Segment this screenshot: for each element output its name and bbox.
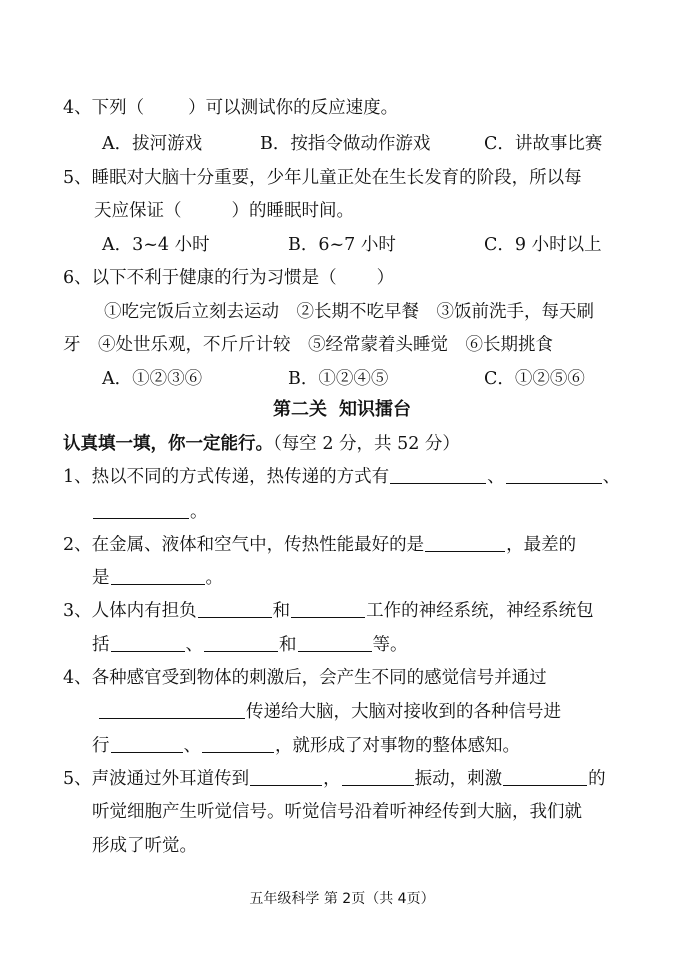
fill-4-blank-2[interactable] [111, 734, 183, 753]
fill-2-end: 。 [205, 568, 223, 588]
fill-1-line1 [63, 465, 620, 489]
q6-stem [63, 266, 394, 290]
fill-4-line1: 4、各种感官受到物体的刺激后，会产生不同的感觉信号并通过 [63, 668, 547, 688]
q6-stem-a: 6、以下不利于健康的行为习惯是（ [63, 268, 337, 288]
fill-1-sep1: 、 [487, 467, 505, 487]
q5-option-a: A．3~4 小时 [102, 235, 210, 255]
q4-stem-a: 4、下列（ [63, 98, 145, 118]
q4-option-b: B．按指令做动作游戏 [260, 134, 431, 154]
q5-line2-b: ）的睡眠时间。 [231, 201, 354, 221]
fill-3-sep: 、 [185, 635, 203, 655]
q4-option-a: A．拔河游戏 [102, 134, 203, 154]
section-title-b: 知识擂台 [339, 399, 411, 420]
fill-2-blank-1[interactable] [425, 533, 505, 552]
q4-option-c: C．讲故事比赛 [484, 134, 603, 154]
fill-5-line2: 听觉细胞产生听觉信号。听觉信号沿着听神经传到大脑，我们就 [92, 802, 582, 822]
fill-2-line2 [92, 566, 223, 590]
fill-3-blank-1[interactable] [198, 599, 272, 618]
fill-2-text-c: 是 [92, 568, 110, 588]
fill-3-text-d: 括 [92, 635, 110, 655]
fill-1-text: 1、热以不同的方式传递，热传递的方式有 [63, 467, 390, 487]
instruction-bold: 认真填一填，你一定能行。 [63, 434, 273, 454]
fill-5-text-d: 的 [588, 769, 606, 789]
q5-line2-a: 天应保证（ [94, 201, 182, 221]
q5-option-c: C．9 小时以上 [484, 235, 602, 255]
fill-3-blank-5[interactable] [298, 633, 372, 652]
fill-5-blank-3[interactable] [503, 767, 587, 786]
fill-5-text-c: 振动，刺激 [414, 769, 503, 789]
fill-3-and-2: 和 [279, 635, 297, 655]
fill-3-line1 [63, 599, 594, 623]
fill-4-line2 [98, 700, 561, 724]
fill-2-text-b: ，最差的 [506, 535, 577, 555]
page-footer: 五年级科学 第 2页（共 4页） [249, 891, 435, 907]
fill-3-end: 等。 [372, 635, 408, 655]
fill-3-blank-2[interactable] [291, 599, 365, 618]
fill-5-blank-2[interactable] [342, 767, 414, 786]
q6-option-c: C．①②⑤⑥ [484, 369, 585, 389]
fill-4-blank-3[interactable] [202, 734, 274, 753]
q6-stem-b: ） [376, 268, 395, 288]
fill-5-blank-1[interactable] [250, 767, 322, 786]
fill-1-blank-3[interactable] [93, 500, 189, 519]
fill-4-line3 [92, 734, 520, 758]
q5-line1: 5、睡眠对大脑十分重要，少年儿童正处在生长发育的阶段，所以每 [63, 168, 582, 188]
fill-4-text-e: ，就形成了对事物的整体感知。 [275, 736, 520, 756]
fill-4-sep: 、 [183, 736, 201, 756]
fill-3-line2 [92, 633, 408, 657]
fill-3-blank-3[interactable] [111, 633, 185, 652]
fill-3-blank-4[interactable] [204, 633, 278, 652]
fill-2-text: 2、在金属、液体和空气中，传热性能最好的是 [63, 535, 425, 555]
fill-5-text: 5、声波通过外耳道传到 [63, 769, 250, 789]
section-instruction [63, 432, 460, 456]
fill-1-blank-2[interactable] [506, 465, 602, 484]
fill-5-sep: ， [323, 769, 341, 789]
fill-1-line2 [92, 500, 208, 524]
q6-option-b: B．①②④⑤ [288, 369, 389, 389]
section-title [0, 398, 684, 422]
q5-option-b: B．6~7 小时 [288, 235, 396, 255]
fill-3-and: 和 [272, 601, 291, 621]
fill-5-line3: 形成了听觉。 [92, 836, 197, 856]
q4-stem-b: ）可以测试你的反应速度。 [188, 98, 399, 118]
q6-line3: 牙 ④处世乐观，不斤斤计较 ⑤经常蒙着头睡觉 ⑥长期挑食 [63, 335, 553, 355]
fill-4-text-c: 行 [92, 736, 110, 756]
fill-4-blank-1[interactable] [99, 700, 245, 719]
instruction-rest: （每空 2 分，共 52 分） [273, 434, 460, 454]
fill-2-line1 [63, 533, 576, 557]
q6-option-a: A．①②③⑥ [102, 369, 203, 389]
fill-1-sep2: 、 [602, 467, 621, 487]
fill-1-blank-1[interactable] [390, 465, 486, 484]
fill-1-end: 。 [190, 502, 208, 522]
q6-line2: ①吃完饭后立刻去运动 ②长期不吃早餐 ③饭前洗手，每天刷 [104, 302, 594, 322]
fill-3-text: 3、人体内有担负 [63, 601, 197, 621]
q5-line2 [94, 199, 354, 223]
fill-5-line1 [63, 767, 606, 791]
fill-4-text-b: 传递给大脑，大脑对接收到的各种信号进 [246, 702, 561, 722]
q4-stem [63, 96, 398, 120]
section-title-a: 第二关 [273, 399, 327, 420]
fill-3-text-c: 工作的神经系统，神经系统包 [366, 601, 594, 621]
fill-2-blank-2[interactable] [111, 566, 205, 585]
